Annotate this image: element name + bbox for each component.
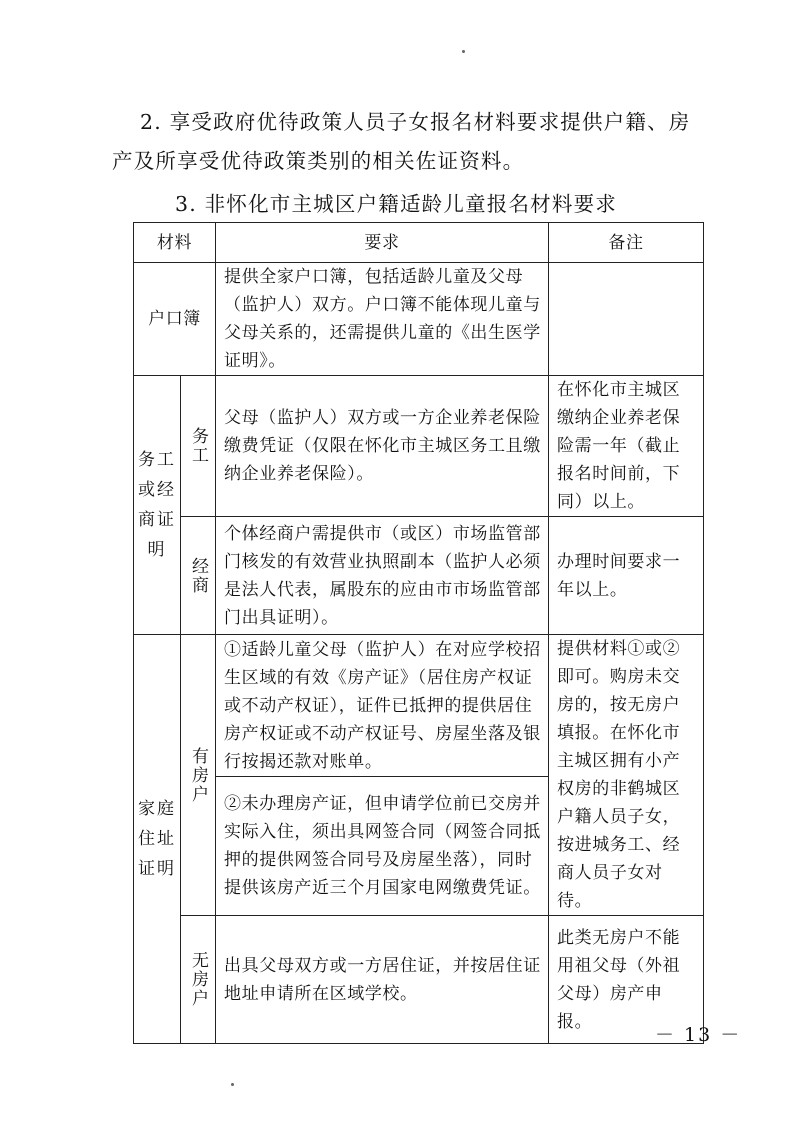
jingshang-label: 经商 [188,556,208,595]
work-group-label-cell [134,376,181,635]
table-row-youfang-1 [134,635,704,777]
table-row-wufang [134,916,704,1044]
hukou-note [549,263,704,376]
jingshang-note: 办理时间要求一年以上。 [549,517,704,635]
paragraph-item3-heading: 3. 非怀化市主城区户籍适龄儿童报名材料要求 [175,192,617,216]
youfang-requirement-2: ②未办理房产证，但申请学位前已交房并实际入住，须出具网签合同（网签合同抵押的提供网签合同号及房屋坐落），同时提供该房产近三个月国家电网缴费凭证。 [216,777,549,916]
wufang-requirement: 出具父母双方或一方居住证，并按居住证地址申请所在区域学校。 [216,916,549,1044]
paragraph-item2-line1: 2. 享受政府优待政策人员子女报名材料要求提供户籍、房 [140,110,691,134]
table-row-jingshang [134,517,704,635]
wugong-requirement: 父母（监护人）双方或一方企业养老保险缴费凭证（仅限在怀化市主城区务工且缴纳企业养老保险）。 [216,376,549,517]
paragraph-item2-line2: 产及所享受优待政策类别的相关佐证资料。 [112,149,525,173]
page-number: － 13 － [655,1024,742,1046]
table-row-hukou [134,263,704,376]
header-requirement: 要求 [216,223,549,263]
home-group-label: 家庭住址证明 [138,799,176,879]
wugong-note: 在怀化市主城区缴纳企业养老保险需一年（截止报名时间前，下同）以上。 [549,376,704,517]
requirements-table [133,222,704,1044]
wufang-label-cell [181,916,216,1044]
hukou-requirement: 提供全家户口簿，包括适龄儿童及父母（监护人）双方。户口簿不能体现儿童与父母关系的，还需提供儿童的《出生医学证明》。 [216,263,549,376]
youfang-label: 有房户 [188,746,208,804]
youfang-label-cell [181,635,216,916]
table-header-row [134,223,704,263]
youfang-note: 提供材料①或②即可。购房未交房的，按无房户填报。在怀化市主城区拥有小产权房的非鹤城区户籍人员子女，按进城务工、经商人员子女对待。 [549,635,704,916]
home-group-label-cell [134,635,181,1044]
youfang-requirement-1: ①适龄儿童父母（监护人）在对应学校招生区域的有效《房产证》（居住房产权证或不动产权证），证件已抵押的提供居住房产权证或不动产权证号、房屋坐落及银行按揭还款对账单。 [216,635,549,777]
wugong-label-cell [181,376,216,517]
wufang-note: 此类无房户不能用祖父母（外祖父母）房产申报。 [549,916,704,1044]
wufang-label: 无房户 [188,951,208,1008]
header-note: 备注 [549,223,704,263]
table-row-wugong [134,376,704,517]
jingshang-label-cell [181,517,216,635]
jingshang-requirement: 个体经商户需提供市（或区）市场监管部门核发的有效营业执照副本（监护人必须是法人代表，属股东的应由市市场监管部门出具证明）。 [216,517,549,635]
scan-speck [462,50,465,53]
scan-speck [231,1083,234,1086]
work-group-label: 务工或经商证明 [138,450,176,560]
hukou-label: 户口簿 [134,263,216,376]
wugong-label: 务工 [188,427,208,465]
header-material: 材料 [134,223,216,263]
